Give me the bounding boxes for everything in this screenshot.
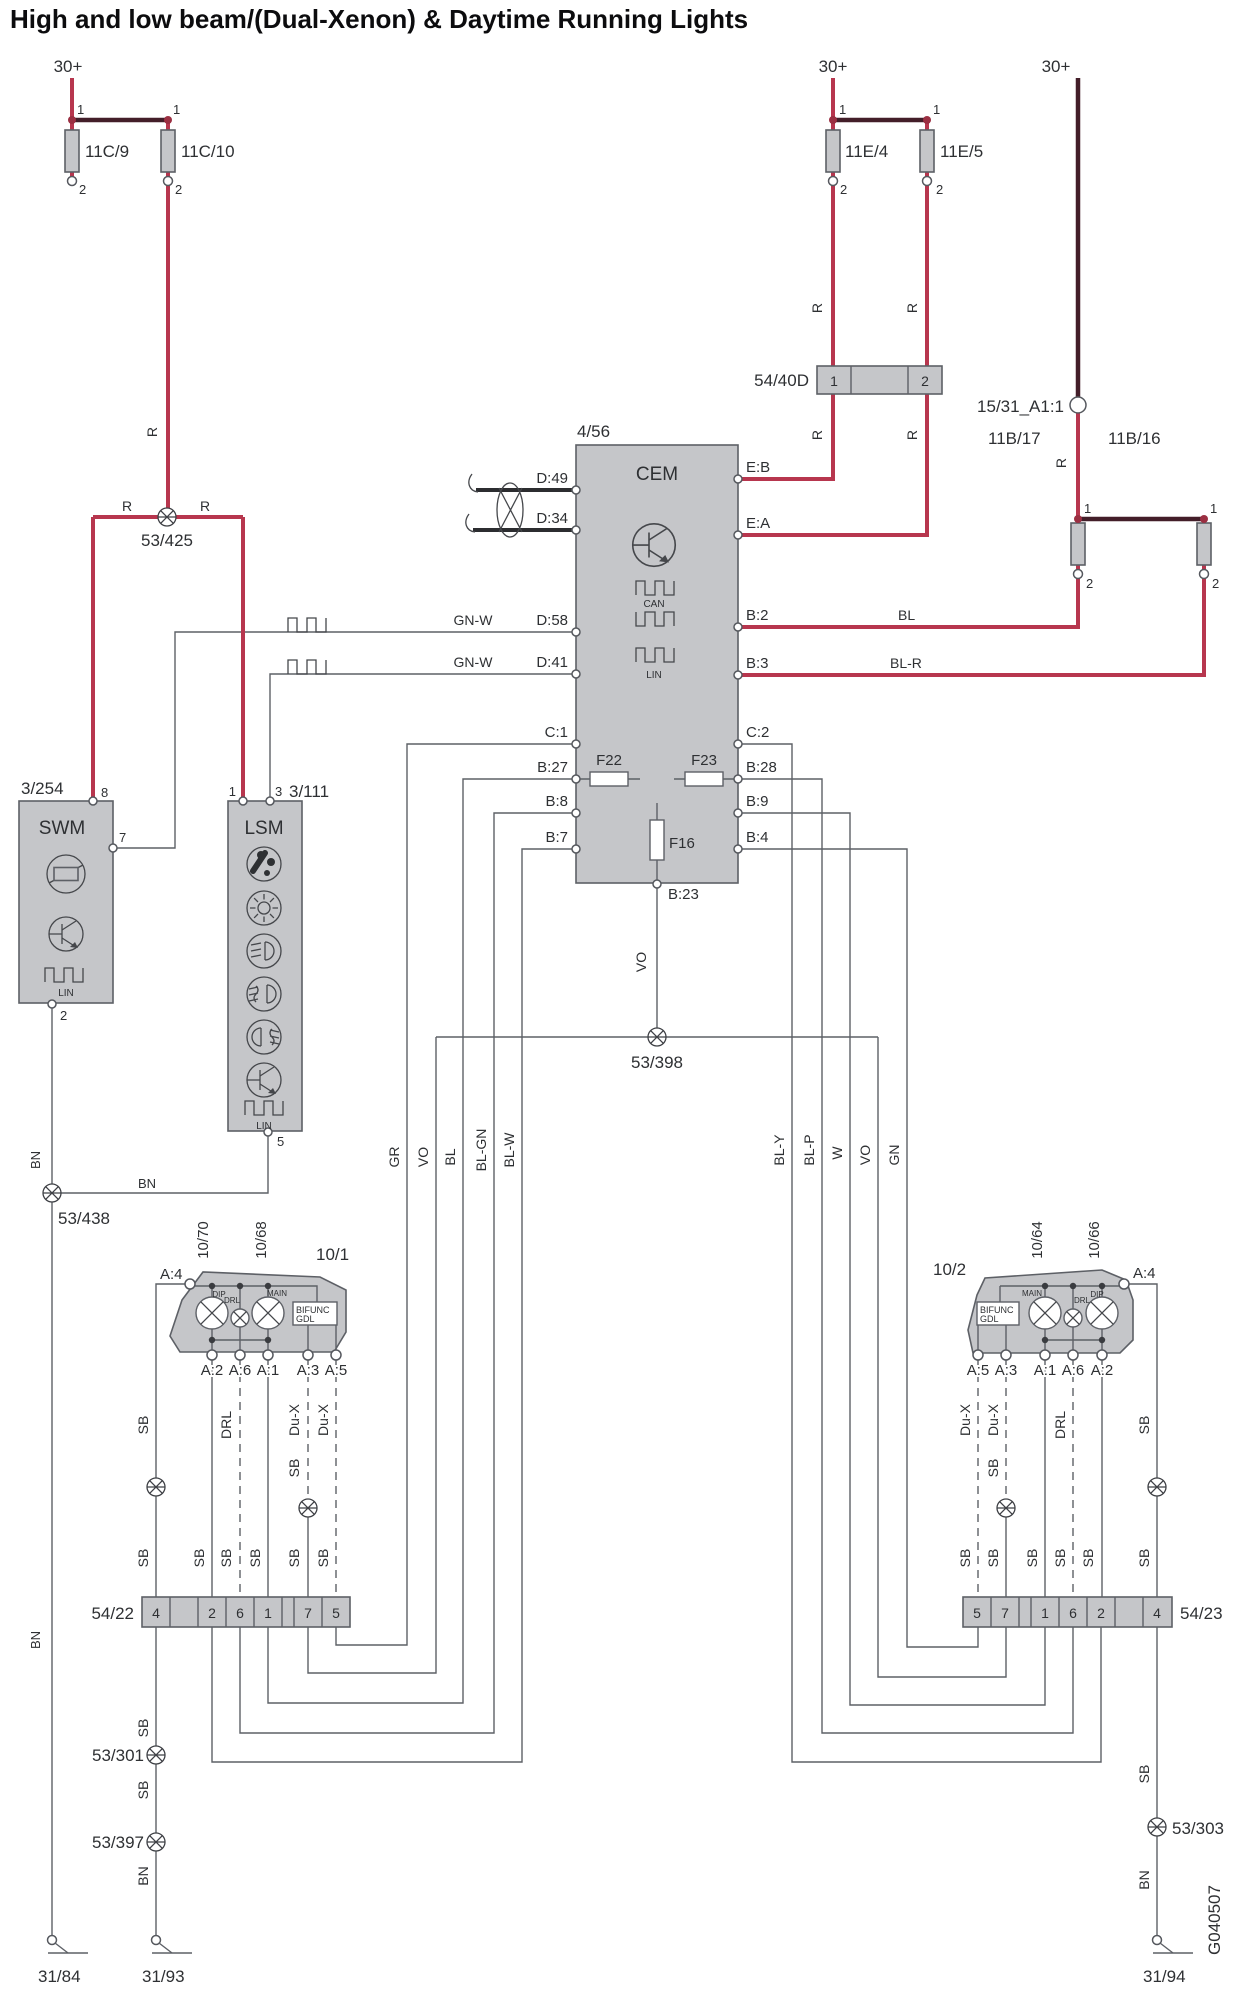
- fuse-11e4-body: [826, 130, 840, 172]
- pin1-label: 1: [839, 102, 847, 117]
- pin-a2-label: A:2: [1090, 1362, 1114, 1379]
- cem-pin-b7: B:7: [545, 829, 568, 846]
- conn-pin: 5: [973, 1605, 981, 1621]
- wire-code-vo: VO: [633, 951, 649, 973]
- fuse-11e5-label: 11E/5: [940, 142, 984, 161]
- wire-code-bn: BN: [1136, 1870, 1152, 1890]
- ground-31-93-icon: [152, 1936, 193, 1954]
- wire-splice425-branches: [93, 517, 243, 797]
- wire-vo-left: [308, 1037, 436, 1673]
- wire-code-blgn: BL-GN: [473, 1128, 489, 1172]
- wire-code-dux: Du-X: [286, 1404, 302, 1436]
- wire-code-sb: SB: [286, 1458, 302, 1478]
- pin1-label: 1: [173, 102, 181, 117]
- pwm-wave-d58-icon: [288, 618, 326, 632]
- wire-code-dux: Du-X: [315, 1404, 331, 1436]
- wire-code-gr: GR: [386, 1146, 402, 1168]
- wire-code-bn: BN: [138, 1176, 157, 1191]
- ground-31-94-icon: [1153, 1936, 1194, 1954]
- pin1-label: 1: [933, 102, 941, 117]
- wire-code-blr: BL-R: [890, 655, 922, 671]
- cem-pin-eb: E:B: [746, 459, 771, 476]
- drl-lamp-icon: [1064, 1309, 1082, 1327]
- lin-label: LIN: [256, 1121, 272, 1132]
- wire-b4-gn: [742, 849, 978, 1647]
- wire-code-bn: BN: [28, 1630, 43, 1650]
- connector-54-22: [142, 1597, 350, 1627]
- wire-code-sb: SB: [1024, 1548, 1040, 1568]
- splice-53-438-icon: [43, 1184, 61, 1202]
- fuse-11b17-body: [1071, 523, 1085, 565]
- wire-11b16-b3: [742, 519, 1204, 675]
- wire-code-bl: BL: [898, 607, 916, 623]
- wire-code-r: R: [1053, 457, 1069, 469]
- ground-31-84-icon: [48, 1936, 89, 1954]
- pwm-wave-d41-icon: [288, 660, 326, 674]
- fuse-11b16-body: [1197, 523, 1211, 565]
- wire-code-sb: SB: [135, 1548, 151, 1568]
- wire-code-drl: DRL: [218, 1410, 234, 1440]
- fuse-f22-body: [590, 772, 628, 786]
- wire-code-r: R: [144, 426, 160, 438]
- pin2-label: 2: [936, 182, 944, 197]
- splice-53-397-icon: [147, 1833, 165, 1851]
- pin-a3-label: A:3: [296, 1362, 320, 1379]
- pin2-label: 2: [175, 182, 183, 197]
- connector-54-40d-label: 54/40D: [754, 371, 809, 390]
- wire-code-sb: SB: [1136, 1764, 1152, 1784]
- pin2-label: 2: [1086, 576, 1094, 591]
- wire-code-gn: GN: [886, 1144, 902, 1166]
- splice-left-a4-icon: [147, 1478, 165, 1496]
- main-label: MAIN: [1022, 1289, 1042, 1298]
- main-label: MAIN: [267, 1289, 287, 1298]
- cem-pin-c2: C:2: [746, 724, 770, 741]
- splice-53-301-label: 53/301: [92, 1746, 144, 1765]
- fuse-11c10-body: [161, 130, 175, 172]
- splice-53-303-label: 53/303: [1172, 1819, 1224, 1838]
- fuse-11b17-label: 11B/17: [988, 429, 1041, 448]
- wire-code-w: W: [829, 1146, 845, 1160]
- cem-pin-b23: B:23: [668, 886, 699, 903]
- connector-54-22-label: 54/22: [91, 1604, 134, 1623]
- ground-symbols: [48, 1936, 1194, 1954]
- wire-code-sb: SB: [135, 1718, 151, 1738]
- pin1-label: 1: [77, 102, 85, 117]
- cem-pin-ea: E:A: [746, 515, 771, 532]
- splice-53-301-icon: [147, 1746, 165, 1764]
- main-lamp-icon: [1029, 1297, 1061, 1329]
- wire-code-r: R: [199, 498, 211, 514]
- wire-code-sb: SB: [135, 1415, 151, 1435]
- twist-cross: [499, 488, 522, 532]
- swm-pin7: 7: [119, 830, 127, 845]
- bifunc-label: BIFUNC: [980, 1305, 1014, 1315]
- cem-pin-b8: B:8: [545, 793, 568, 810]
- wire-code-dux: Du-X: [957, 1404, 973, 1436]
- unit-10-66-label: 10/66: [1086, 1221, 1103, 1259]
- wire-lsm5-bn: [52, 1135, 268, 1193]
- splice-right-a3-icon: [997, 1499, 1015, 1517]
- wire-c1-gr: [336, 744, 572, 1645]
- lin-label: LIN: [58, 988, 74, 999]
- lsm-id: 3/111: [289, 782, 330, 801]
- conn-pin: 2: [1097, 1605, 1105, 1621]
- ground-31-93-label: 31/93: [142, 1967, 185, 1986]
- cem-pin-d58: D:58: [536, 612, 568, 629]
- connector-54-23-label: 54/23: [1180, 1604, 1223, 1623]
- pin-a1-label: A:1: [1033, 1362, 1057, 1379]
- ground-31-84-label: 31/84: [38, 1967, 81, 1986]
- bifunc-label: BIFUNC: [296, 1305, 330, 1315]
- conn-pin: 7: [304, 1605, 312, 1621]
- conn-pin: 5: [332, 1605, 340, 1621]
- lsm-pin3: 3: [275, 784, 283, 799]
- cem-pin-b27: B:27: [537, 759, 568, 776]
- pin-a5-label: A:5: [324, 1362, 348, 1379]
- cem-id: 4/56: [577, 422, 611, 441]
- page-title: High and low beam/(Dual-Xenon) & Daytime Running Lights: [10, 4, 749, 34]
- wire-code-sb: SB: [218, 1548, 234, 1568]
- drl-label: DRL: [1073, 1296, 1091, 1305]
- conn-pin: 1: [1041, 1605, 1049, 1621]
- swm-pin8: 8: [101, 785, 109, 800]
- wire-code-bn: BN: [135, 1866, 151, 1886]
- wire-code-r: R: [121, 498, 133, 514]
- wire-code-sb: SB: [985, 1548, 1001, 1568]
- fuse-f23-body: [685, 772, 723, 786]
- wire-code-sb: SB: [985, 1458, 1001, 1478]
- supply-30-mid: 30+: [818, 57, 848, 76]
- lsm-pin1: 1: [228, 784, 236, 799]
- wire-code-sb: SB: [957, 1548, 973, 1568]
- lsm-pin5: 5: [277, 1134, 285, 1149]
- wire-code-sb: SB: [1080, 1548, 1096, 1568]
- supply-30-left: 30+: [53, 57, 83, 76]
- wire-code-bl: BL: [442, 1148, 458, 1166]
- wire-b23-splice398: [436, 888, 878, 1037]
- wire-vo-right: [878, 1037, 1006, 1677]
- cem-pin-b2: B:2: [746, 607, 769, 624]
- fuse-11e4-label: 11E/4: [845, 142, 889, 161]
- wire-code-sb: SB: [1052, 1548, 1068, 1568]
- fuse-f22-label: F22: [596, 752, 622, 769]
- fuse-11b16-label: 11B/16: [1108, 429, 1161, 448]
- conn-pin: 1: [264, 1605, 272, 1621]
- headlamp-right-id: 10/2: [933, 1260, 967, 1279]
- swm-pin2: 2: [60, 1008, 68, 1023]
- wire-code-bn: BN: [28, 1150, 43, 1170]
- cem-pin-b4: B:4: [746, 829, 769, 846]
- fuse-11c9-body: [65, 130, 79, 172]
- cem-pin-d41: D:41: [536, 654, 568, 671]
- connector-54-40d-pin2: 2: [921, 373, 929, 389]
- conn-pin: 4: [1153, 1605, 1161, 1621]
- fuse-f23-label: F23: [691, 752, 717, 769]
- wire-code-r: R: [809, 429, 825, 441]
- dip-label: DIP: [1090, 1290, 1104, 1299]
- pin2-label: 2: [79, 182, 87, 197]
- connector-54-23: [963, 1597, 1172, 1627]
- wire-swm7-d58: [117, 632, 572, 848]
- splice-53-398-label: 53/398: [631, 1053, 683, 1072]
- component-boxes: [19, 130, 1211, 1627]
- pin2-label: 2: [1212, 576, 1220, 591]
- can-label: CAN: [643, 599, 665, 610]
- headlamp-left-pin-a4: A:4: [160, 1266, 183, 1283]
- pin-a2-label: A:2: [200, 1362, 224, 1379]
- wire-code-bly: BL-Y: [771, 1134, 787, 1166]
- pin-a5-label: A:5: [966, 1362, 990, 1379]
- wire-code-r: R: [904, 302, 920, 314]
- ignition-node-label: 15/31_A1:1: [977, 397, 1064, 416]
- splice-right-a4-icon: [1148, 1478, 1166, 1496]
- wire-code-sb: SB: [1136, 1548, 1152, 1568]
- fuse-11c9-label: 11C/9: [85, 142, 130, 161]
- wire-code-vo: VO: [415, 1146, 431, 1168]
- conn-pin: 2: [208, 1605, 216, 1621]
- lin-label: LIN: [646, 670, 662, 681]
- swm-id: 3/254: [21, 779, 64, 798]
- gdl-label: GDL: [296, 1314, 315, 1324]
- wire-code-dux: Du-X: [985, 1404, 1001, 1436]
- wire-code-blw: BL-W: [501, 1132, 517, 1168]
- splice-53-425-label: 53/425: [141, 531, 193, 550]
- cem-pin-b28: B:28: [746, 759, 777, 776]
- wire-code-r: R: [809, 302, 825, 314]
- wire-b9-w: [742, 813, 1045, 1705]
- wire-code-drl: DRL: [1052, 1410, 1068, 1440]
- wire-break-squiggles: [466, 474, 478, 532]
- splice-53-397-label: 53/397: [92, 1833, 144, 1852]
- unit-10-70-label: 10/70: [195, 1221, 212, 1259]
- cem-pin-b3: B:3: [746, 655, 769, 672]
- pin-a6-label: A:6: [228, 1362, 252, 1379]
- pin-a6-label: A:6: [1061, 1362, 1085, 1379]
- cem-pin-c1: C:1: [544, 724, 568, 741]
- wire-code-r: R: [904, 429, 920, 441]
- pin1-label: 1: [1210, 501, 1218, 516]
- cem-pin-d34: D:34: [536, 510, 568, 527]
- wire-11e4-eb: [742, 78, 833, 479]
- wire-code-sb: SB: [1136, 1415, 1152, 1435]
- conn-pin: 6: [1069, 1605, 1077, 1621]
- unit-10-68-label: 10/68: [253, 1221, 270, 1259]
- wire-code-gnw: GN-W: [453, 654, 493, 670]
- wire-code-sb: SB: [191, 1548, 207, 1568]
- fuse-f16-body: [650, 820, 664, 860]
- ignition-node-circle: [1070, 397, 1086, 413]
- wire-code-vo: VO: [857, 1144, 873, 1166]
- lsm-name: LSM: [244, 818, 284, 839]
- drl-label: DRL: [223, 1296, 241, 1305]
- splice-left-a3-icon: [299, 1499, 317, 1517]
- splice-53-438-label: 53/438: [58, 1209, 110, 1228]
- splice-53-425-icon: [158, 508, 176, 526]
- swm-name: SWM: [38, 818, 86, 839]
- gdl-label: GDL: [980, 1314, 999, 1324]
- fuse-f16-label: F16: [669, 835, 695, 852]
- pin2-label: 2: [840, 182, 848, 197]
- cem-name: CEM: [635, 464, 679, 485]
- pin1-label: 1: [1084, 501, 1092, 516]
- dip-lamp-icon: [1086, 1297, 1118, 1329]
- main-lamp-icon: [252, 1297, 284, 1329]
- ground-31-94-label: 31/94: [1143, 1967, 1186, 1986]
- doc-code: G040507: [1205, 1885, 1224, 1955]
- fuse-11c10-label: 11C/10: [181, 142, 235, 161]
- wire-code-sb: SB: [135, 1780, 151, 1800]
- conn-pin: 6: [236, 1605, 244, 1621]
- wire-code-sb: SB: [315, 1548, 331, 1568]
- pin-a3-label: A:3: [994, 1362, 1018, 1379]
- wire-code-blp: BL-P: [801, 1134, 817, 1166]
- wire-code-sb: SB: [286, 1548, 302, 1568]
- unit-10-64-label: 10/64: [1029, 1221, 1046, 1259]
- drl-lamp-icon: [231, 1309, 249, 1327]
- headlamp-left-id: 10/1: [316, 1245, 350, 1264]
- splice-53-398-icon: [648, 1028, 666, 1046]
- cem-pin-d49: D:49: [536, 470, 568, 487]
- connector-54-40d-pin1: 1: [830, 373, 838, 389]
- headlamp-right-pin-a4: A:4: [1133, 1265, 1156, 1282]
- wire-b27-bl: [268, 779, 572, 1703]
- dip-label: DIP: [212, 1290, 226, 1299]
- conn-pin: 4: [152, 1605, 160, 1621]
- supply-30-right: 30+: [1041, 57, 1071, 76]
- cem-pin-b9: B:9: [746, 793, 769, 810]
- pin-a1-label: A:1: [256, 1362, 280, 1379]
- conn-pin: 7: [1001, 1605, 1009, 1621]
- wire-code-gnw: GN-W: [453, 612, 493, 628]
- labels: [10, 4, 1224, 1986]
- splice-53-303-icon: [1148, 1818, 1166, 1836]
- wire-code-sb: SB: [247, 1548, 263, 1568]
- fuse-11e5-body: [920, 130, 934, 172]
